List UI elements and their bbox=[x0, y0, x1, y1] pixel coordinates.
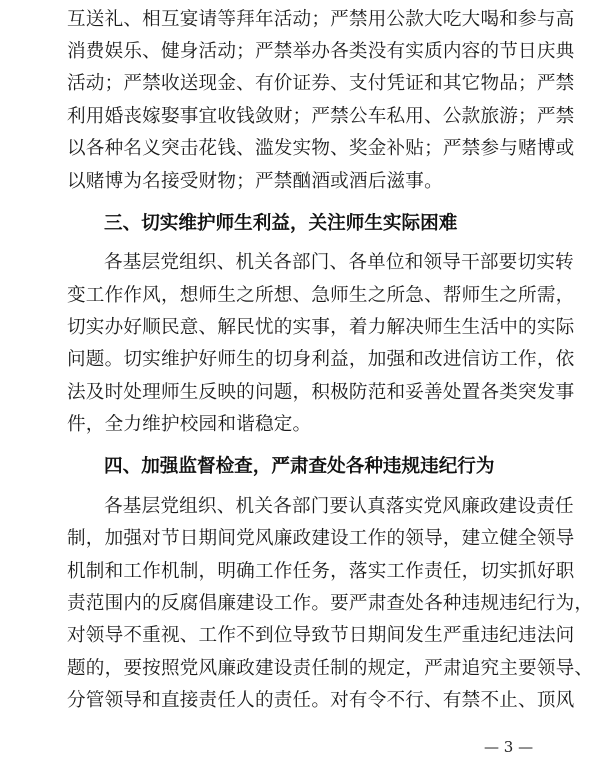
paragraph-line: 制，加强对节日期间党风廉政建设工作的领导，建立健全领导 bbox=[67, 528, 575, 549]
paragraph-line: 分管领导和直接责任人的责任。对有令不行、有禁不止、顶风 bbox=[67, 690, 575, 711]
paragraph-line: 利用婚丧嫁娶事宜收钱敛财；严禁公车私用、公款旅游；严禁 bbox=[67, 106, 575, 127]
section-heading-3: 三、切实维护师生利益，关注师生实际困难 bbox=[104, 213, 458, 234]
paragraph-line: 以各种名义突击花钱、滥发实物、奖金补贴；严禁参与赌博或 bbox=[67, 138, 575, 159]
paragraph-line: 切实办好顺民意、解民忧的实事，着力解决师生生活中的实际 bbox=[67, 317, 575, 338]
paragraph-line: 问题。切实维护好师生的切身利益，加强和改进信访工作，依 bbox=[67, 349, 575, 370]
section-heading-4: 四、加强监督检查，严肃查处各种违规违纪行为 bbox=[104, 456, 495, 477]
paragraph-line: 机制和工作机制，明确工作任务，落实工作责任，切实抓好职 bbox=[67, 561, 575, 582]
paragraph-line: 各基层党组织、机关各部门要认真落实党风廉政建设责任 bbox=[104, 496, 574, 517]
paragraph-line: 各基层党组织、机关各部门、各单位和领导干部要切实转 bbox=[104, 252, 574, 273]
paragraph-line: 责范围内的反腐倡廉建设工作。要严肃查处各种违规违纪行为， bbox=[67, 593, 594, 614]
paragraph-line: 变工作作风，想师生之所想、急师生之所急、帮师生之所需， bbox=[67, 285, 575, 306]
paragraph-line: 题的，要按照党风廉政建设责任制的规定，严肃追究主要领导、 bbox=[67, 658, 594, 679]
paragraph-line: 法及时处理师生反映的问题，积极防范和妥善处置各类突发事 bbox=[67, 382, 575, 403]
paragraph-line: 互送礼、相互宴请等拜年活动；严禁用公款大吃大喝和参与高 bbox=[67, 9, 575, 30]
paragraph-line: 消费娱乐、健身活动；严禁举办各类没有实质内容的节日庆典 bbox=[67, 41, 575, 62]
paragraph-line: 对领导不重视、工作不到位导致节日期间发生严重违纪违法问 bbox=[67, 625, 575, 646]
page-number: — 3 — bbox=[484, 738, 534, 756]
paragraph-line: 活动；严禁收送现金、有价证券、支付凭证和其它物品；严禁 bbox=[67, 73, 575, 94]
paragraph-line: 件，全力维护校园和谐稳定。 bbox=[67, 414, 312, 435]
paragraph-line: 以赌博为名接受财物；严禁酗酒或酒后滋事。 bbox=[67, 171, 443, 192]
